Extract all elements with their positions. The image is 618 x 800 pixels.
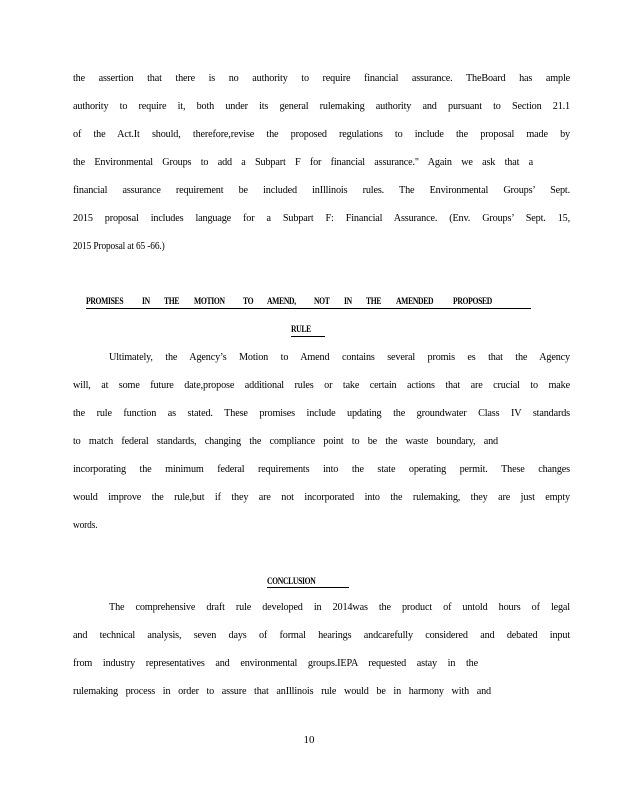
heading-word: NOT bbox=[313, 296, 330, 306]
text-line: the Environmental Groups to add a Subpart F for financial assurance." Again we ask that a bbox=[73, 157, 533, 168]
text-line: financial assurance requirement be included inIllinois rules. The Environmental Groups’ Sept. bbox=[73, 185, 570, 196]
heading-word: IN bbox=[142, 296, 151, 306]
heading-word: THE bbox=[366, 296, 382, 306]
heading-underline bbox=[291, 336, 325, 337]
heading-word: PROPOSED bbox=[452, 296, 492, 306]
text-line: to match federal standards, changing the compliance point to be the waste boundary, and bbox=[73, 436, 498, 447]
text-line: rulemaking process in order to assure that anIllinois rule would be in harmony with and bbox=[73, 686, 491, 697]
text-line: the assertion that there is no authority to require financial assurance. TheBoard has ample bbox=[73, 73, 570, 84]
section-heading-rule: RULE bbox=[291, 324, 311, 334]
text-line: would improve the rule,but if they are not incorporated into the rulemaking, they are just empty bbox=[73, 492, 570, 503]
text-line: 2015 proposal includes language for a Subpart F: Financial Assurance. (Env. Groups’ Sept. 15, bbox=[73, 213, 570, 224]
heading-word: IN bbox=[344, 296, 353, 306]
text-line: incorporating the minimum federal requirements into the state operating permit. These changes bbox=[73, 464, 570, 475]
heading-word: AMENDED bbox=[396, 296, 434, 306]
text-line: and technical analysis, seven days of formal hearings andcarefully considered and debated input bbox=[73, 630, 570, 641]
text-line: of the Act.It should, therefore,revise the proposed regulations to include the proposal made by bbox=[73, 129, 570, 140]
text-line: Ultimately, the Agency’s Motion to Amend contains several promis es that the Agency bbox=[109, 352, 570, 363]
text-line: will, at some future date,propose additional rules or take certain actions that are crucial to make bbox=[73, 380, 570, 391]
heading-underline bbox=[267, 587, 349, 588]
text-line: The comprehensive draft rule developed in 2014was the product of untold hours of legal bbox=[109, 602, 570, 613]
heading-spacer bbox=[511, 296, 528, 307]
heading-word: THE bbox=[163, 296, 180, 306]
text-line: from industry representatives and environmental groups.IEPA requested astay in the bbox=[73, 658, 478, 669]
text-line: the rule function as stated. These promises include updating the groundwater Class IV standards bbox=[73, 408, 570, 419]
heading-word: TO bbox=[242, 296, 254, 306]
heading-word: AMEND, bbox=[267, 296, 297, 306]
heading-word: MOTION bbox=[194, 296, 225, 306]
heading-word: PROMISES bbox=[86, 296, 124, 306]
text-line: words. bbox=[73, 520, 98, 531]
text-line: authority to require it, both under its general rulemaking authority and pursuant to Section 21.1 bbox=[73, 101, 570, 112]
section-heading-conclusion: CONCLUSION bbox=[267, 576, 316, 586]
section-heading-promises bbox=[86, 296, 531, 309]
text-line: 2015 Proposal at 65 -66.) bbox=[73, 241, 165, 252]
page-number: 10 bbox=[303, 734, 315, 746]
